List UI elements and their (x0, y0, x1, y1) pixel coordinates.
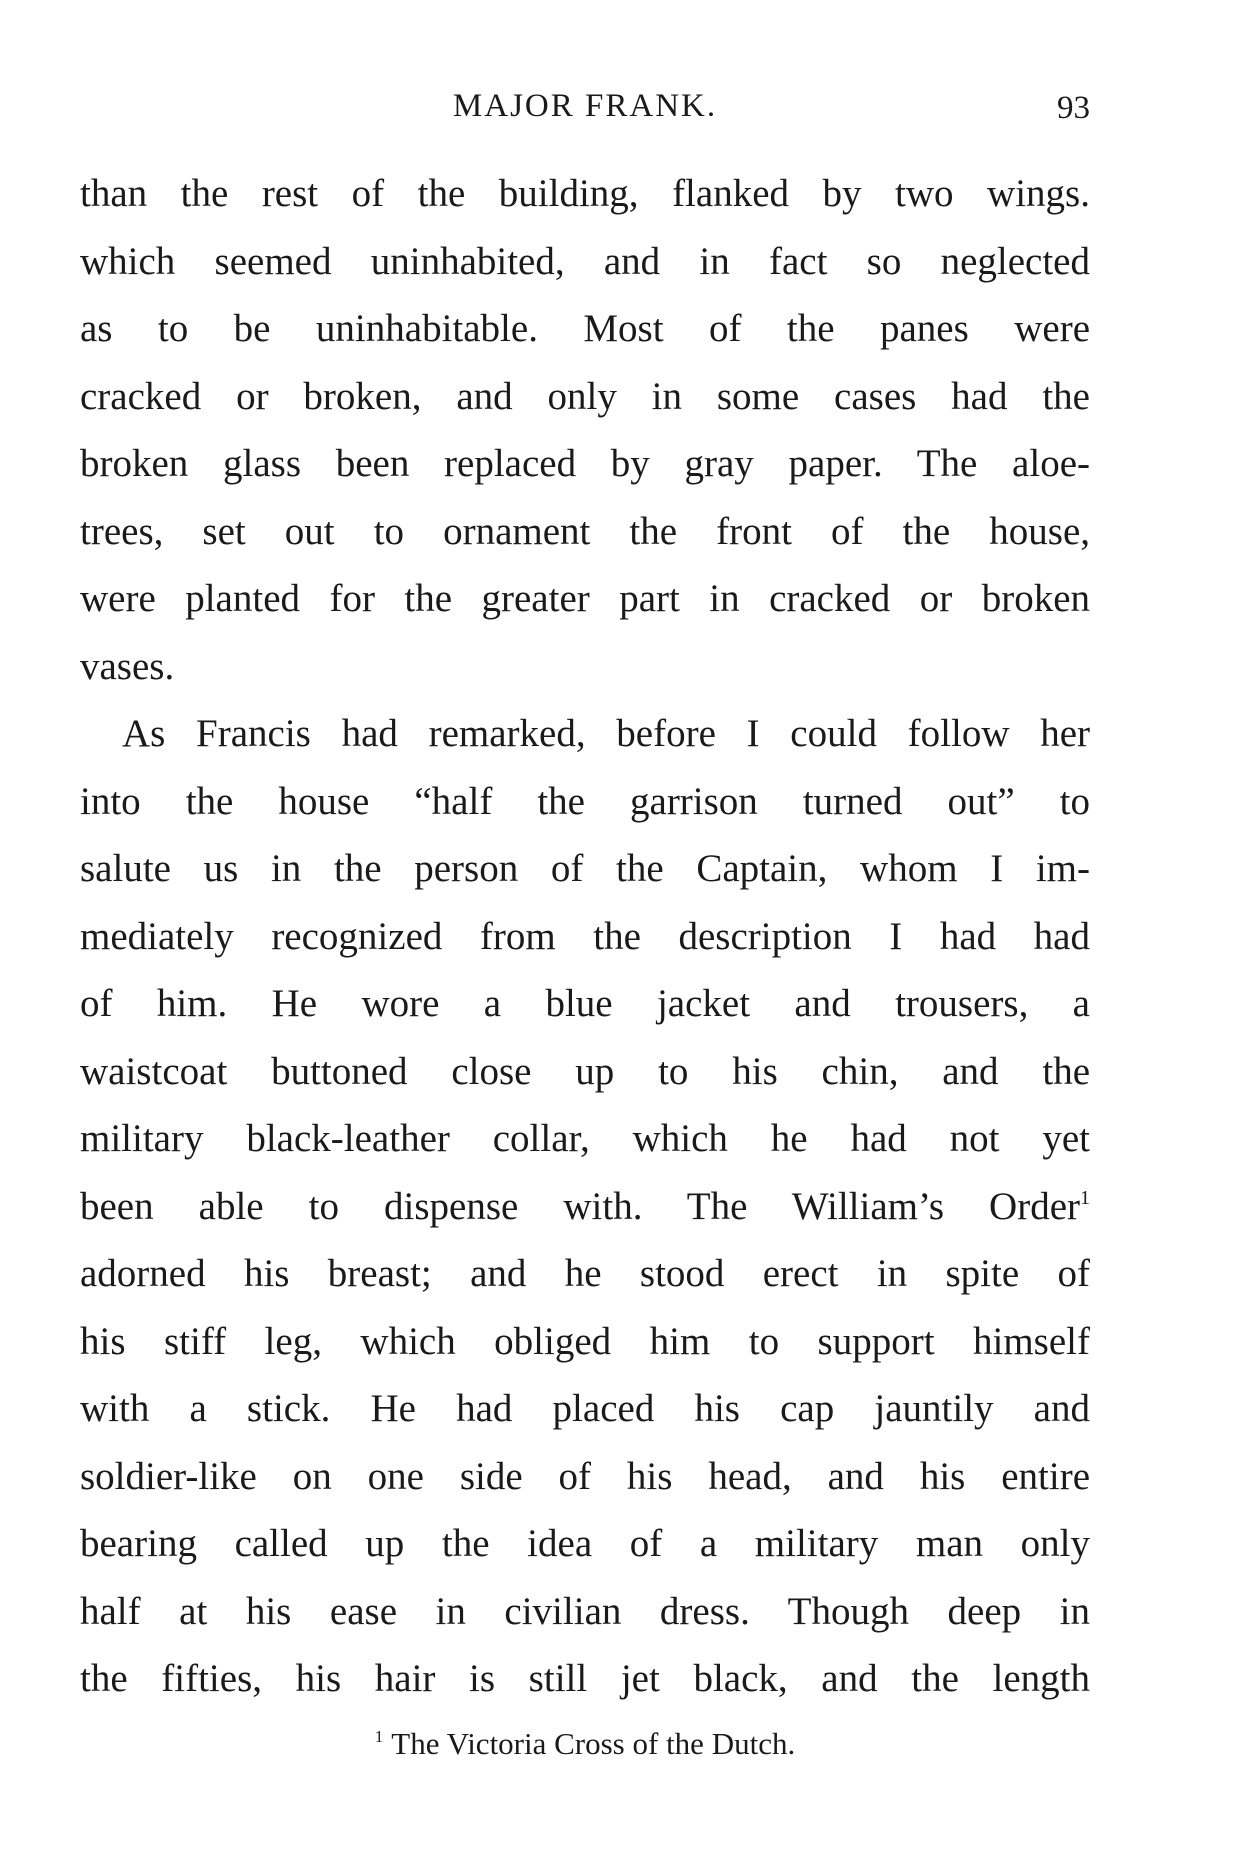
text-line: waistcoat buttoned close up to his chin, and the (80, 1049, 1090, 1093)
text-line-content: been able to dispense with. The William’s Order (80, 1184, 1080, 1228)
page-number: 93 (1057, 90, 1090, 126)
text-line: were planted for the greater part in cracked or broken (80, 577, 1090, 620)
text-line: of him. He wore a blue jacket and trousers, a (80, 982, 1090, 1025)
text-line: bearing called up the idea of a military man only (80, 1522, 1090, 1565)
body-text (80, 160, 1090, 1713)
running-title: MAJOR FRANK. (452, 88, 718, 124)
text-line: into the house “half the garrison turned out” to (80, 779, 1090, 823)
text-line: with a stick. He had placed his cap jauntily and (80, 1387, 1090, 1430)
text-line: mediately recognized from the description I had had (80, 914, 1090, 958)
page-header (80, 88, 1090, 132)
text-line: as to be uninhabitable. Most of the panes were (80, 307, 1090, 350)
text-line: salute us in the person of the Captain, whom I im- (80, 847, 1090, 890)
footnote (80, 1726, 1090, 1762)
paragraph (80, 700, 1090, 1713)
text-line: As Francis had remarked, before I could follow her (122, 712, 1090, 755)
footnote-text: The Victoria Cross of the Dutch. (391, 1726, 796, 1761)
text-line: the fifties, his hair is still jet black, and the length (80, 1657, 1090, 1700)
text-line: adorned his breast; and he stood erect in spite of (80, 1252, 1090, 1295)
footnote-reference: 1 (1080, 1186, 1090, 1209)
text-line: cracked or broken, and only in some cases had the (80, 374, 1090, 418)
text-line: which seemed uninhabited, and in fact so neglected (80, 239, 1090, 283)
text-line: his stiff leg, which obliged him to support himself (80, 1319, 1090, 1363)
paragraph (80, 160, 1090, 700)
footnote-marker: 1 (374, 1727, 384, 1746)
text-line: than the rest of the building, flanked by two wings. (80, 172, 1090, 215)
text-line: vases. (80, 644, 175, 688)
text-line: broken glass been replaced by gray paper. The aloe- (80, 442, 1090, 485)
text-line-with-footnote-ref (80, 1173, 1090, 1241)
text-line: half at his ease in civilian dress. Though deep in (80, 1589, 1090, 1633)
text-line: military black-leather collar, which he had not yet (80, 1117, 1090, 1160)
text-line: soldier-like on one side of his head, and his entire (80, 1454, 1090, 1498)
text-line: trees, set out to ornament the front of the house, (80, 509, 1090, 553)
